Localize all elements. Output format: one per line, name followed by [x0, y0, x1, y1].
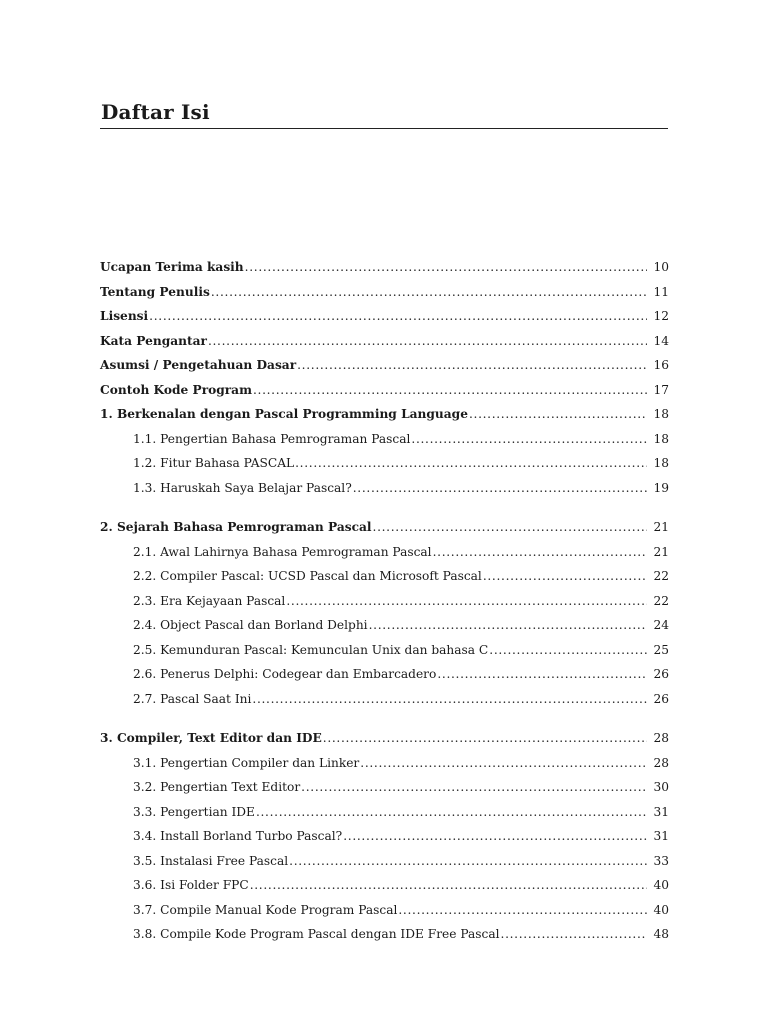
- toc-entry-label: 2. Sejarah Bahasa Pemrograman Pascal: [100, 520, 372, 534]
- toc-chapter[interactable]: [100, 515, 669, 540]
- toc-entry-label: 2.5. Kemunduran Pascal: Kemunculan Unix dan bahasa C: [133, 642, 489, 657]
- toc-subentry[interactable]: [100, 427, 669, 452]
- toc-entry-label: 2.4. Object Pascal dan Borland Delphi: [133, 618, 368, 632]
- dot-leader: [343, 824, 647, 848]
- toc-entry-label: 1.3. Haruskah Saya Belajar Pascal?: [133, 480, 352, 495]
- toc-subentry[interactable]: [100, 589, 669, 614]
- toc-entry[interactable]: [100, 329, 669, 354]
- toc-entry-page: 31: [653, 829, 669, 843]
- toc-subentry[interactable]: [100, 540, 669, 565]
- toc-subentry[interactable]: [100, 613, 669, 638]
- toc-entry[interactable]: [100, 304, 669, 329]
- dot-leader: [149, 304, 646, 328]
- toc-entry-page: 18: [653, 407, 669, 421]
- toc-entry-page: 33: [653, 853, 669, 868]
- dot-leader: [398, 898, 647, 922]
- toc-entry-label: 3.5. Instalasi Free Pascal: [133, 853, 289, 868]
- toc-subentry[interactable]: [100, 873, 669, 898]
- dot-leader: [301, 775, 647, 799]
- toc-entry-label: 1.2. Fitur Bahasa PASCAL: [133, 456, 295, 470]
- toc-chapter[interactable]: [100, 402, 669, 427]
- dot-leader: [286, 589, 647, 613]
- dot-leader: [289, 849, 647, 873]
- toc-entry-label: 3.7. Compile Manual Kode Program Pascal: [133, 902, 398, 917]
- dot-leader: [469, 402, 648, 426]
- toc-entry-label: 2.3. Era Kejayaan Pascal: [133, 593, 286, 608]
- toc-subentry[interactable]: [100, 922, 669, 947]
- dot-leader: [252, 687, 647, 711]
- toc-entry-page: 17: [653, 382, 669, 397]
- toc-entry-page: 18: [653, 456, 669, 470]
- toc-subentry[interactable]: [100, 564, 669, 589]
- toc-subentry[interactable]: [100, 687, 669, 712]
- toc-entry-page: 24: [653, 618, 669, 632]
- dot-leader: [323, 726, 648, 750]
- toc-entry-page: 11: [653, 284, 669, 299]
- toc-entry-label: 3.6. Isi Folder FPC: [133, 878, 249, 892]
- toc-entry[interactable]: [100, 280, 669, 305]
- toc-entry-page: 28: [653, 755, 669, 770]
- toc-subentry[interactable]: [100, 662, 669, 687]
- toc-entry-label: 3.1. Pengertian Compiler dan Linker: [133, 755, 360, 770]
- toc-entry-label: 2.6. Penerus Delphi: Codegear dan Embarcadero: [133, 667, 437, 681]
- table-of-contents: [100, 255, 669, 947]
- toc-subentry[interactable]: [100, 898, 669, 923]
- toc-entry-label: Ucapan Terima kasih: [100, 260, 244, 274]
- toc-entry-page: 26: [653, 667, 669, 681]
- toc-entry-page: 28: [653, 731, 669, 745]
- toc-chapter[interactable]: [100, 726, 669, 751]
- dot-leader: [353, 476, 648, 500]
- toc-entry-page: 16: [653, 358, 669, 372]
- dot-leader: [437, 662, 647, 686]
- toc-entry[interactable]: [100, 353, 669, 378]
- toc-entry-label: 3. Compiler, Text Editor dan IDE: [100, 731, 322, 745]
- toc-subentry[interactable]: [100, 800, 669, 825]
- dot-leader: [245, 255, 648, 279]
- dot-leader: [373, 515, 648, 539]
- toc-entry-page: 22: [653, 569, 669, 583]
- toc-entry-label: 3.8. Compile Kode Program Pascal dengan IDE Free Pascal: [133, 927, 500, 941]
- page-title: Daftar Isi: [101, 100, 210, 124]
- toc-entry-label: 3.4. Install Borland Turbo Pascal?: [133, 829, 343, 843]
- dot-leader: [360, 751, 647, 775]
- toc-entry-page: 12: [653, 309, 669, 323]
- toc-entry[interactable]: [100, 378, 669, 403]
- toc-entry-page: 22: [653, 593, 669, 608]
- toc-entry[interactable]: [100, 255, 669, 280]
- dot-leader: [250, 873, 648, 897]
- dot-leader: [369, 613, 648, 637]
- title-underline: [100, 128, 668, 129]
- toc-subentry[interactable]: [100, 824, 669, 849]
- toc-entry-label: Kata Pengantar: [100, 333, 207, 348]
- toc-entry-label: Tentang Penulis: [100, 284, 210, 299]
- toc-entry-page: 40: [653, 902, 669, 917]
- toc-entry-label: 2.7. Pascal Saat Ini: [133, 691, 252, 706]
- toc-subentry[interactable]: [100, 451, 669, 476]
- toc-entry-page: 26: [653, 691, 669, 706]
- toc-entry-page: 10: [653, 260, 669, 274]
- toc-entry-label: 1.1. Pengertian Bahasa Pemrograman Pascal: [133, 431, 411, 446]
- dot-leader: [483, 564, 648, 588]
- toc-entry-page: 21: [653, 544, 669, 559]
- toc-entry-label: Contoh Kode Program: [100, 382, 252, 397]
- toc-entry-label: Lisensi: [100, 309, 149, 323]
- dot-leader: [411, 427, 647, 451]
- toc-entry-page: 19: [653, 480, 669, 495]
- dot-leader: [433, 540, 648, 564]
- toc-subentry[interactable]: [100, 751, 669, 776]
- dot-leader: [208, 329, 648, 353]
- dot-leader: [501, 922, 648, 946]
- toc-entry-page: 25: [653, 642, 669, 657]
- toc-entry-page: 30: [653, 780, 669, 794]
- toc-subentry[interactable]: [100, 775, 669, 800]
- toc-entry-label: 3.2. Pengertian Text Editor: [133, 780, 301, 794]
- toc-subentry[interactable]: [100, 849, 669, 874]
- toc-entry-page: 31: [653, 804, 669, 819]
- dot-leader: [297, 353, 647, 377]
- toc-entry-page: 18: [653, 431, 669, 446]
- dot-leader: [253, 378, 648, 402]
- toc-entry-label: 3.3. Pengertian IDE: [133, 804, 255, 819]
- dot-leader: [256, 800, 648, 824]
- dot-leader: [489, 638, 647, 662]
- toc-entry-label: 2.1. Awal Lahirnya Bahasa Pemrograman Pascal: [133, 544, 432, 559]
- toc-entry-label: 1. Berkenalan dengan Pascal Programming Language: [100, 407, 468, 421]
- toc-entry-label: Asumsi / Pengetahuan Dasar: [100, 358, 297, 372]
- dot-leader: [211, 280, 648, 304]
- toc-entry-page: 21: [653, 520, 669, 534]
- dot-leader: [295, 451, 647, 475]
- toc-subentry[interactable]: [100, 476, 669, 501]
- toc-subentry[interactable]: [100, 638, 669, 663]
- toc-entry-page: 48: [653, 927, 669, 941]
- toc-entry-page: 14: [653, 333, 669, 348]
- toc-entry-label: 2.2. Compiler Pascal: UCSD Pascal dan Microsoft Pascal: [133, 569, 482, 583]
- toc-entry-page: 40: [653, 878, 669, 892]
